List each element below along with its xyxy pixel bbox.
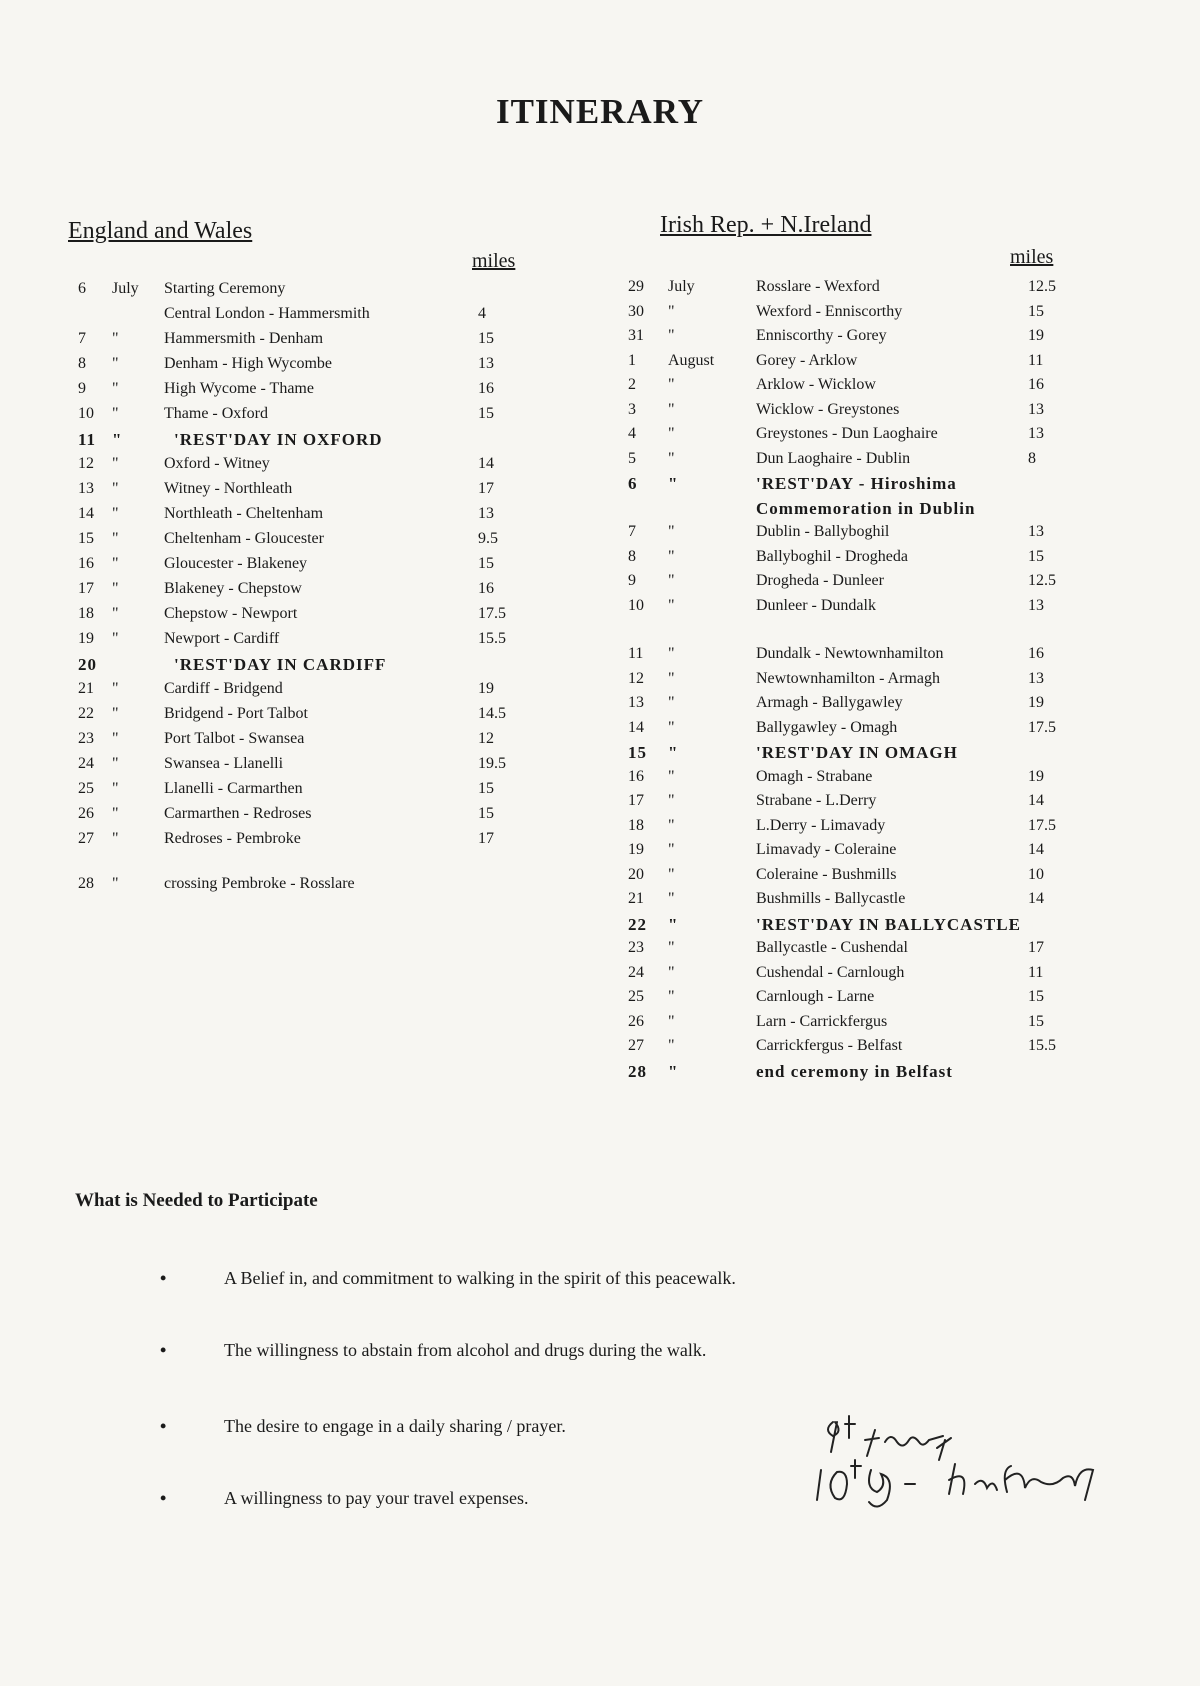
day-number: 17: [78, 580, 94, 597]
itinerary-row: [628, 499, 1088, 523]
itinerary-row: [628, 743, 1088, 767]
itinerary-row: [628, 694, 1088, 718]
itinerary-row: [78, 530, 528, 554]
month-label: ": [668, 376, 675, 393]
route-text: Dunleer - Dundalk: [756, 596, 876, 614]
miles-value: 11: [1028, 963, 1044, 981]
itinerary-row: [628, 670, 1088, 694]
route-text: Oxford - Witney: [164, 455, 270, 472]
miles-value: 15: [478, 405, 494, 422]
itinerary-row: [628, 278, 1088, 302]
day-number: 24: [628, 963, 644, 981]
route-text: Ballyboghil - Drogheda: [756, 547, 908, 565]
route-text: Gorey - Arklow: [756, 351, 858, 369]
route-text: High Wycome - Thame: [164, 380, 314, 397]
itinerary-row: [78, 730, 528, 754]
needs-item-text: A willingness to pay your travel expenses.: [224, 1488, 529, 1508]
month-label: ": [112, 630, 119, 647]
month-label: ": [668, 792, 675, 809]
itinerary-row: [78, 830, 528, 854]
month-label: ": [668, 400, 675, 418]
itinerary-row: [78, 480, 528, 504]
day-number: 9: [628, 572, 636, 589]
miles-value: 16: [478, 380, 494, 397]
miles-value: 14.5: [478, 705, 506, 722]
miles-value: 19.5: [478, 755, 506, 772]
miles-value: 15: [478, 805, 494, 822]
month-label: ": [668, 547, 675, 565]
day-number: 8: [78, 355, 86, 372]
itinerary-row: [78, 430, 528, 454]
page-title: ITINERARY: [495, 92, 705, 131]
itinerary-row: [628, 915, 1088, 939]
miles-value: 4: [478, 305, 486, 322]
month-label: ": [112, 705, 119, 722]
itinerary-row: [78, 780, 528, 804]
day-number: 19: [628, 841, 644, 858]
month-label: ": [668, 474, 679, 493]
route-text: Blakeney - Chepstow: [164, 580, 302, 597]
day-number: 10: [628, 596, 644, 614]
itinerary-row: [78, 355, 528, 379]
miles-value: 17.5: [1028, 718, 1056, 736]
route-text: Hammersmith - Denham: [164, 330, 324, 347]
needs-title: What is Needed to Participate: [75, 1190, 318, 1211]
day-number: 14: [628, 718, 644, 736]
itinerary-row: [628, 1013, 1088, 1037]
itinerary-row: [78, 505, 528, 529]
month-label: ": [112, 680, 119, 697]
england-wales-heading: England and Wales: [68, 218, 253, 244]
month-label: ": [668, 1061, 679, 1081]
itinerary-row: [628, 548, 1088, 572]
month-label: ": [112, 805, 119, 822]
month-label: ": [668, 939, 675, 956]
route-text: Ballygawley - Omagh: [756, 718, 898, 736]
needs-item-text: The willingness to abstain from alcohol and drugs during the walk.: [224, 1340, 707, 1360]
day-number: 14: [78, 505, 94, 522]
route-text: Northleath - Cheltenham: [164, 505, 324, 522]
miles-value: 16: [478, 580, 494, 597]
month-label: ": [112, 455, 119, 472]
route-text: Dun Laoghaire - Dublin: [756, 449, 911, 467]
miles-value: 13: [1028, 523, 1044, 540]
day-number: 18: [78, 605, 94, 622]
needs-item-text: A Belief in, and commitment to walking in the spirit of this peacewalk.: [224, 1268, 736, 1288]
itinerary-row: [628, 597, 1088, 621]
itinerary-row: [628, 425, 1088, 449]
month-label: ": [668, 963, 675, 981]
day-number: 13: [78, 480, 94, 497]
route-text: 'REST'DAY - Hiroshima: [756, 474, 957, 493]
day-number: 22: [78, 705, 94, 722]
itinerary-row: [628, 988, 1088, 1012]
miles-value: 17.5: [1028, 816, 1056, 834]
itinerary-row: [78, 705, 528, 729]
route-text: Witney - Northleath: [164, 480, 293, 497]
month-label: ": [112, 480, 119, 497]
route-text: Limavady - Coleraine: [756, 841, 897, 858]
day-number: 31: [628, 327, 644, 344]
miles-value: 14: [1028, 890, 1044, 907]
bullet-icon: •: [160, 1268, 167, 1288]
day-number: 15: [78, 530, 94, 547]
itinerary-row: [628, 376, 1088, 400]
day-number: 23: [628, 939, 644, 956]
route-text: Starting Ceremony: [164, 280, 286, 297]
month-label: July: [112, 280, 139, 297]
day-number: 26: [628, 1012, 644, 1030]
itinerary-row: [628, 939, 1088, 963]
itinerary-row: [628, 792, 1088, 816]
ireland-heading: Irish Rep. + N.Ireland: [660, 212, 872, 238]
miles-value: 19: [1028, 767, 1044, 785]
day-number: 12: [628, 669, 644, 687]
route-text: Omagh - Strabane: [756, 767, 873, 785]
miles-value: 19: [478, 680, 494, 697]
day-number: 30: [628, 302, 644, 320]
route-text: Armagh - Ballygawley: [756, 694, 903, 711]
itinerary-row: [628, 450, 1088, 474]
month-label: ": [668, 302, 675, 320]
itinerary-row: [78, 280, 528, 304]
route-text: Port Talbot - Swansea: [164, 730, 305, 747]
month-label: ": [668, 449, 675, 467]
route-text: Wexford - Enniscorthy: [756, 302, 903, 320]
itinerary-row: [628, 572, 1088, 596]
itinerary-row: [628, 768, 1088, 792]
miles-value: 15: [1028, 988, 1044, 1005]
miles-value: 12.5: [1028, 572, 1056, 589]
day-number: 20: [628, 865, 644, 883]
miles-value: 14: [478, 455, 494, 472]
route-text: Bridgend - Port Talbot: [164, 705, 308, 722]
month-label: ": [668, 572, 675, 589]
day-number: 8: [628, 547, 636, 565]
day-number: 10: [78, 405, 94, 422]
miles-value: 16: [1028, 376, 1044, 393]
route-text: Central London - Hammersmith: [164, 305, 370, 322]
bullet-icon: •: [160, 1340, 167, 1360]
miles-value: 17: [478, 830, 494, 847]
miles-value: 17.5: [478, 605, 506, 622]
route-text: 'REST'DAY IN BALLYCASTLE: [756, 914, 1021, 934]
day-number: 29: [628, 278, 644, 295]
day-number: 27: [78, 830, 94, 847]
itinerary-row: [78, 555, 528, 579]
itinerary-row: [628, 964, 1088, 988]
month-label: ": [668, 841, 675, 858]
day-number: 25: [628, 988, 644, 1005]
day-number: 17: [628, 792, 644, 809]
month-label: ": [112, 830, 119, 847]
itinerary-row: [628, 474, 1088, 498]
miles-value: 15.5: [478, 630, 506, 647]
month-label: ": [112, 405, 119, 422]
itinerary-row: [78, 405, 528, 429]
month-label: ": [668, 1012, 675, 1030]
miles-value: 16: [1028, 645, 1044, 662]
miles-value: 12: [478, 730, 494, 747]
right-miles-label: miles: [1010, 246, 1054, 268]
itinerary-row: [628, 1062, 1088, 1086]
miles-value: 13: [1028, 425, 1044, 442]
needs-item-text: The desire to engage in a daily sharing / prayer.: [224, 1416, 566, 1436]
bullet-icon: •: [160, 1488, 167, 1508]
day-number: 2: [628, 376, 636, 393]
itinerary-row: [78, 875, 528, 899]
day-number: 11: [78, 430, 97, 449]
month-label: ": [668, 914, 679, 934]
itinerary-row: [628, 1037, 1088, 1061]
month-label: ": [668, 767, 675, 785]
route-text: Ballycastle - Cushendal: [756, 939, 908, 956]
route-text: Cardiff - Bridgend: [164, 680, 283, 697]
month-label: ": [112, 755, 119, 772]
itinerary-row: [78, 655, 528, 679]
route-text: Greystones - Dun Laoghaire: [756, 425, 938, 442]
itinerary-row: [78, 630, 528, 654]
route-text: Carnlough - Larne: [756, 988, 875, 1005]
miles-value: 15: [1028, 547, 1044, 565]
miles-value: 15: [1028, 302, 1044, 320]
route-text: Dundalk - Newtownhamilton: [756, 645, 944, 662]
route-text: Thame - Oxford: [164, 405, 268, 422]
route-text: Coleraine - Bushmills: [756, 865, 897, 883]
itinerary-row: [78, 580, 528, 604]
month-label: ": [668, 988, 675, 1005]
month-label: July: [668, 278, 695, 295]
month-label: ": [668, 718, 675, 736]
day-number: 16: [78, 555, 94, 572]
route-text: Bushmills - Ballycastle: [756, 890, 906, 907]
day-number: 9: [78, 380, 86, 397]
day-number: 1: [628, 351, 636, 369]
itinerary-row: [78, 455, 528, 479]
day-number: 23: [78, 730, 94, 747]
miles-value: 13: [478, 355, 494, 372]
route-text: Cushendal - Carnlough: [756, 963, 905, 981]
route-text: Newtownhamilton - Armagh: [756, 669, 940, 687]
route-text: Llanelli - Carmarthen: [164, 780, 303, 797]
day-number: 24: [78, 755, 94, 772]
route-text: Newport - Cardiff: [164, 630, 280, 647]
itinerary-row: [78, 805, 528, 829]
month-label: ": [668, 645, 675, 662]
month-label: ": [668, 743, 679, 762]
day-number: 15: [628, 743, 647, 762]
route-text: Drogheda - Dunleer: [756, 572, 884, 589]
miles-value: 10: [1028, 865, 1044, 883]
day-number: 12: [78, 455, 94, 472]
miles-value: 13: [1028, 596, 1044, 614]
miles-value: 15: [478, 555, 494, 572]
route-text: Gloucester - Blakeney: [164, 555, 308, 572]
day-number: 26: [78, 805, 94, 822]
route-text: Rosslare - Wexford: [756, 278, 880, 295]
route-text: Arklow - Wicklow: [756, 376, 876, 393]
route-text: L.Derry - Limavady: [756, 816, 886, 834]
month-label: ": [668, 890, 675, 907]
day-number: 20: [78, 655, 97, 674]
month-label: ": [668, 523, 675, 540]
day-number: 13: [628, 694, 644, 711]
day-number: 28: [78, 875, 94, 892]
day-number: 22: [628, 914, 647, 934]
route-text: Dublin - Ballyboghil: [756, 523, 890, 540]
itinerary-row: [628, 645, 1088, 669]
route-text: 'REST'DAY IN CARDIFF: [174, 655, 387, 674]
route-text: Denham - High Wycombe: [164, 355, 333, 372]
bullet-icon: •: [160, 1416, 167, 1436]
itinerary-row: [78, 330, 528, 354]
miles-value: 14: [1028, 792, 1044, 809]
miles-value: 19: [1028, 694, 1044, 711]
itinerary-row: [78, 380, 528, 404]
itinerary-row: [628, 303, 1088, 327]
day-number: 11: [628, 645, 644, 662]
month-label: ": [112, 555, 119, 572]
month-label: ": [112, 875, 119, 892]
route-text: Carmarthen - Redroses: [164, 805, 312, 822]
month-label: ": [668, 669, 675, 687]
day-number: 28: [628, 1061, 647, 1081]
miles-value: 15.5: [1028, 1037, 1056, 1054]
day-number: 4: [628, 425, 636, 442]
month-label: ": [668, 425, 675, 442]
day-number: 3: [628, 400, 636, 418]
miles-value: 15: [1028, 1012, 1044, 1030]
miles-value: 17: [1028, 939, 1044, 956]
route-text: Cheltenham - Gloucester: [164, 530, 324, 547]
month-label: ": [112, 505, 119, 522]
route-text: 'REST'DAY IN OMAGH: [756, 743, 958, 762]
month-label: ": [112, 330, 119, 347]
month-label: ": [112, 605, 119, 622]
miles-value: 15: [478, 330, 494, 347]
route-text: crossing Pembroke - Rosslare: [164, 875, 355, 892]
day-number: 7: [78, 330, 86, 347]
day-number: 19: [78, 630, 94, 647]
route-text: Swansea - Llanelli: [164, 755, 284, 772]
month-label: ": [668, 694, 675, 711]
itinerary-row: [78, 305, 528, 329]
itinerary-row: [628, 817, 1088, 841]
itinerary-row: [628, 866, 1088, 890]
miles-value: 15: [478, 780, 494, 797]
month-label: ": [112, 730, 119, 747]
route-text: Carrickfergus - Belfast: [756, 1037, 903, 1054]
route-text: end ceremony in Belfast: [756, 1061, 953, 1081]
itinerary-row: [78, 680, 528, 704]
day-number: 25: [78, 780, 94, 797]
miles-value: 17: [478, 480, 494, 497]
route-text: Strabane - L.Derry: [756, 792, 877, 809]
itinerary-row: [78, 605, 528, 629]
month-label: ": [668, 865, 675, 883]
miles-value: 19: [1028, 327, 1044, 344]
month-label: August: [668, 351, 715, 369]
miles-value: 12.5: [1028, 278, 1056, 295]
month-label: ": [668, 327, 675, 344]
handwritten-note-signature: [815, 1400, 1145, 1530]
route-text: Wicklow - Greystones: [756, 400, 900, 418]
itinerary-row: [78, 755, 528, 779]
day-number: 21: [78, 680, 94, 697]
miles-value: 13: [478, 505, 494, 522]
route-text: Redroses - Pembroke: [164, 830, 301, 847]
day-number: 16: [628, 767, 644, 785]
itinerary-row: [628, 327, 1088, 351]
day-number: 21: [628, 890, 644, 907]
itinerary-row: [628, 401, 1088, 425]
month-label: ": [112, 580, 119, 597]
itinerary-row: [628, 719, 1088, 743]
month-label: ": [112, 355, 119, 372]
miles-value: 13: [1028, 400, 1044, 418]
month-label: ": [668, 596, 675, 614]
route-text: Larn - Carrickfergus: [756, 1012, 888, 1030]
miles-value: 14: [1028, 841, 1044, 858]
itinerary-row: [628, 841, 1088, 865]
itinerary-row: [628, 352, 1088, 376]
month-label: ": [668, 816, 675, 834]
route-text: 'REST'DAY IN OXFORD: [174, 430, 383, 449]
miles-value: 13: [1028, 669, 1044, 687]
route-text: Chepstow - Newport: [164, 605, 298, 622]
itinerary-row: [628, 890, 1088, 914]
day-number: 5: [628, 449, 636, 467]
month-label: ": [112, 380, 119, 397]
route-text: Commemoration in Dublin: [756, 498, 976, 518]
left-miles-label: miles: [472, 250, 516, 272]
route-text: Enniscorthy - Gorey: [756, 327, 887, 344]
day-number: 18: [628, 816, 644, 834]
month-label: ": [112, 430, 123, 449]
month-label: ": [112, 530, 119, 547]
miles-value: 9.5: [478, 530, 498, 547]
month-label: ": [112, 780, 119, 797]
day-number: 6: [78, 280, 86, 297]
day-number: 27: [628, 1037, 644, 1054]
itinerary-row: [628, 523, 1088, 547]
miles-value: 11: [1028, 351, 1044, 369]
miles-value: 8: [1028, 449, 1036, 467]
day-number: 6: [628, 474, 638, 493]
month-label: ": [668, 1037, 675, 1054]
day-number: 7: [628, 523, 636, 540]
